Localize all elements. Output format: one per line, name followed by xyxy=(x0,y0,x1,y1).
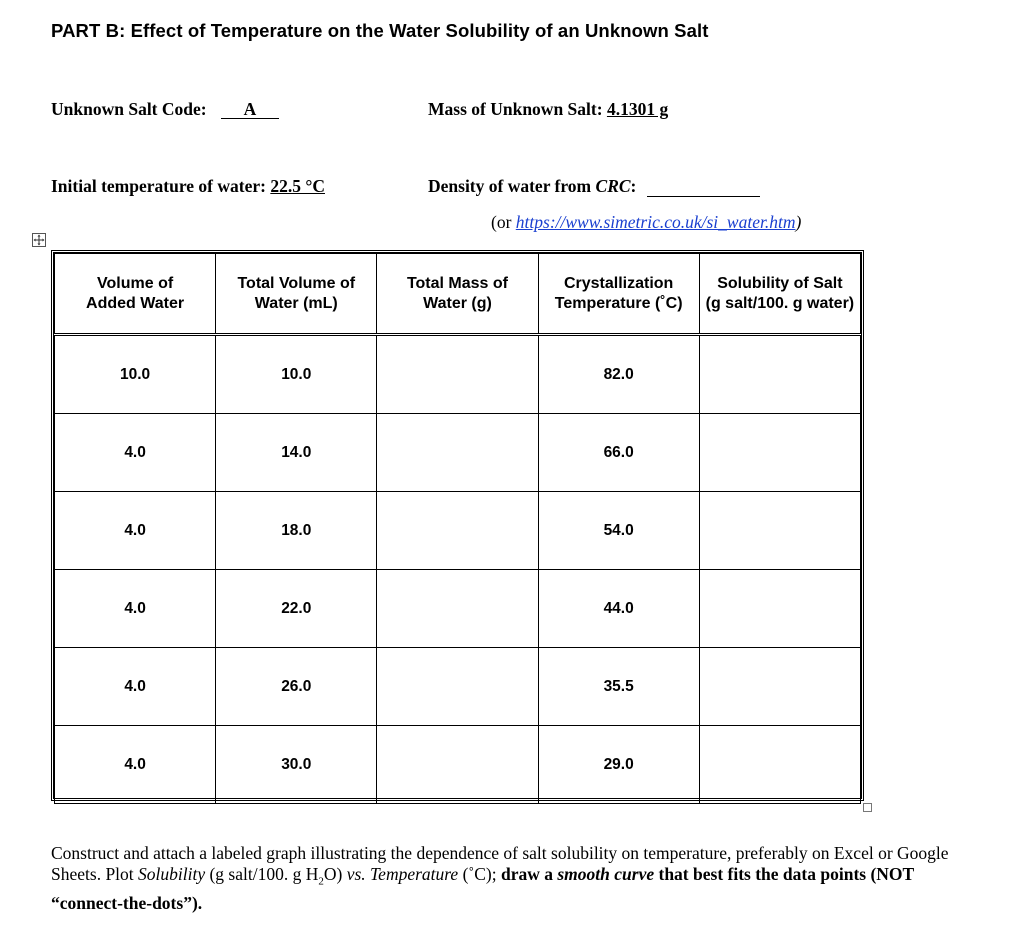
cell-crystallization-temp[interactable]: 29.0 xyxy=(538,726,699,804)
density-blank-input[interactable] xyxy=(647,178,760,197)
table-header-row xyxy=(55,254,861,335)
header-crystallization-temp: Crystallization Temperature (˚C) xyxy=(538,254,699,335)
salt-code-field xyxy=(51,99,279,120)
cell-crystallization-temp[interactable]: 54.0 xyxy=(538,492,699,570)
cell-volume-added[interactable]: 4.0 xyxy=(55,570,216,648)
table-row xyxy=(55,335,861,414)
cell-total-mass[interactable] xyxy=(377,414,538,492)
cell-crystallization-temp[interactable]: 44.0 xyxy=(538,570,699,648)
data-table xyxy=(51,250,864,801)
table-row xyxy=(55,414,861,492)
cell-solubility[interactable] xyxy=(699,726,860,804)
mass-field xyxy=(428,99,668,120)
cell-total-mass[interactable] xyxy=(377,648,538,726)
salt-code-label: Unknown Salt Code: xyxy=(51,99,207,119)
initial-temp-value[interactable]: 22.5 °C xyxy=(270,176,325,196)
cell-solubility[interactable] xyxy=(699,648,860,726)
reference-prefix: (or xyxy=(491,212,516,232)
cell-volume-added[interactable]: 4.0 xyxy=(55,648,216,726)
reference-suffix: ) xyxy=(795,212,802,232)
density-label-source: CRC xyxy=(595,176,631,196)
initial-temp-label: Initial temperature of water: xyxy=(51,176,266,196)
cell-total-mass[interactable] xyxy=(377,335,538,414)
density-label-suffix: : xyxy=(630,176,637,196)
table-resize-handle-icon[interactable] xyxy=(863,803,872,812)
cell-solubility[interactable] xyxy=(699,492,860,570)
density-label-prefix: Density of water from xyxy=(428,176,592,196)
table-row xyxy=(55,570,861,648)
cell-total-volume[interactable]: 26.0 xyxy=(216,648,377,726)
cell-total-mass[interactable] xyxy=(377,492,538,570)
page-heading: PART B: Effect of Temperature on the Water Solubility of an Unknown Salt xyxy=(51,20,709,41)
cell-total-volume[interactable]: 14.0 xyxy=(216,414,377,492)
cell-crystallization-temp[interactable]: 82.0 xyxy=(538,335,699,414)
cell-solubility[interactable] xyxy=(699,335,860,414)
table-row xyxy=(55,648,861,726)
cell-crystallization-temp[interactable]: 66.0 xyxy=(538,414,699,492)
initial-temp-field xyxy=(51,176,325,197)
header-volume-added: Volume of Added Water xyxy=(55,254,216,335)
cell-total-volume[interactable]: 22.0 xyxy=(216,570,377,648)
reference-link[interactable]: https://www.simetric.co.uk/si_water.htm xyxy=(515,212,796,232)
cell-solubility[interactable] xyxy=(699,570,860,648)
density-field xyxy=(428,176,760,197)
mass-label: Mass of Unknown Salt: xyxy=(428,99,603,119)
cell-total-volume[interactable]: 10.0 xyxy=(216,335,377,414)
header-solubility: Solubility of Salt (g salt/100. g water) xyxy=(699,254,860,335)
cell-volume-added[interactable]: 10.0 xyxy=(55,335,216,414)
cell-volume-added[interactable]: 4.0 xyxy=(55,726,216,804)
table-row xyxy=(55,726,861,804)
graph-instructions: Construct and attach a labeled graph illustrating the dependence of salt solubility on temperature, preferably on Excel or Google Sheets. Plot Solubility (g salt/100. g $H_2O$) vs. Temperature (˚C); draw a smooth curve that best fits the data points (NOT “connect-the-dots”). xyxy=(51,843,949,913)
cell-total-volume[interactable]: 30.0 xyxy=(216,726,377,804)
cell-crystallization-temp[interactable]: 35.5 xyxy=(538,648,699,726)
reference-line xyxy=(491,212,801,233)
table-row xyxy=(55,492,861,570)
cell-volume-added[interactable]: 4.0 xyxy=(55,492,216,570)
header-total-volume: Total Volume of Water (mL) xyxy=(216,254,377,335)
cell-total-volume[interactable]: 18.0 xyxy=(216,492,377,570)
header-total-mass: Total Mass of Water (g) xyxy=(377,254,538,335)
cell-volume-added[interactable]: 4.0 xyxy=(55,414,216,492)
cell-total-mass[interactable] xyxy=(377,726,538,804)
mass-value[interactable]: 4.1301 g xyxy=(606,99,669,119)
cell-solubility[interactable] xyxy=(699,414,860,492)
table-move-handle-icon[interactable] xyxy=(32,233,46,247)
salt-code-value[interactable]: A xyxy=(221,100,279,119)
cell-total-mass[interactable] xyxy=(377,570,538,648)
